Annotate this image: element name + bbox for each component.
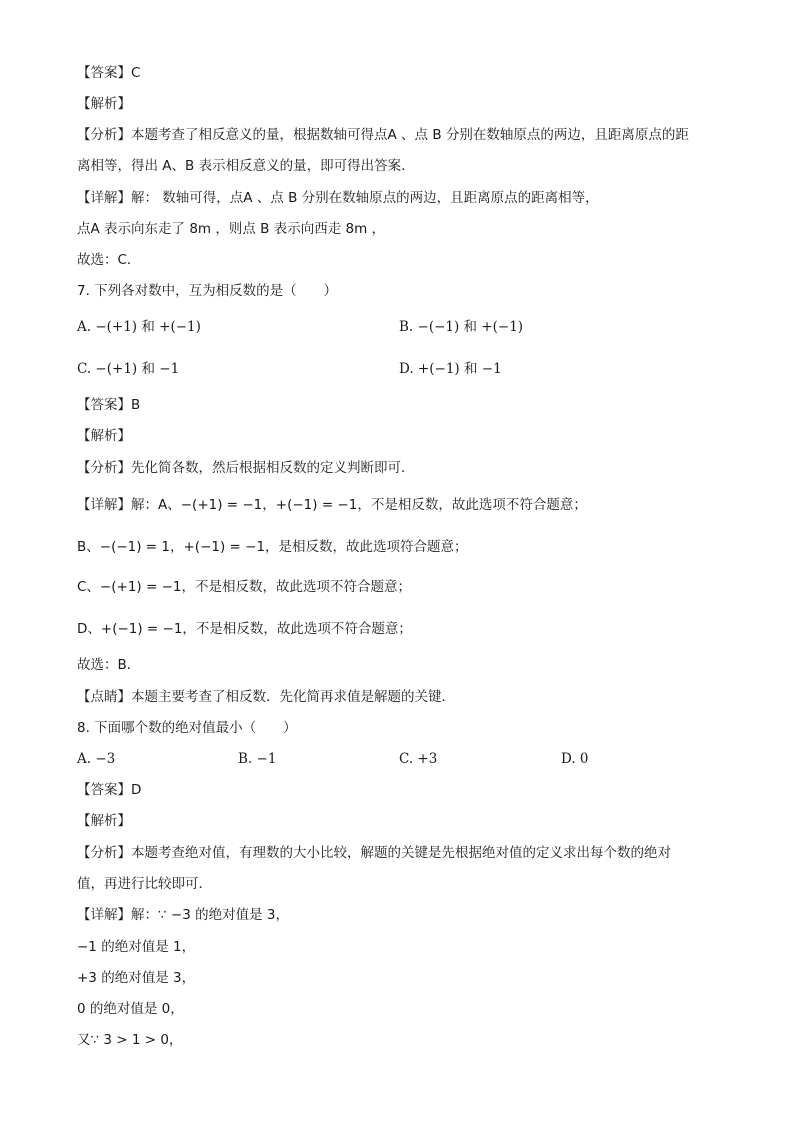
q7-conclusion: 故选：B． [77,657,141,673]
q7-comment: 【点睛】本题主要考查了相反数．先化简再求值是解题的关键． [77,689,455,705]
q8-stem: 8. 下面哪个数的绝对值最小（ ） [77,720,297,736]
q8-detail-line-5: 又∵ 3 > 1 > 0， [77,1032,183,1048]
q6-answer: 【答案】C [77,65,141,81]
q6-detail-line-2: 点A 表示向东走了 8m ，则点 B 表示向西走 8m ， [77,221,386,237]
q7-option-b: B. −(−1) 和 +(−1) [399,319,524,335]
q7-stem: 7. 下列各对数中，互为相反数的是（ ） [77,283,338,299]
q7-option-d: D. +(−1) 和 −1 [399,361,502,377]
q7-option-c: C. −(+1) 和 −1 [77,361,180,377]
q8-analysis-heading: 【解析】 [77,813,131,829]
q6-analysis-line-1: 【分析】本题考查了相反意义的量，根据数轴可得点A 、点 B 分别在数轴原点的两边，且距离原点的距 [77,127,689,143]
q8-option-a: A. −3 [77,751,116,767]
q7-analysis-heading: 【解析】 [77,428,131,444]
q7-detail-c: C、−(+1) = −1，不是相反数，故此选项不符合题意； [77,579,411,595]
q7-detail-b: B、−(−1) = 1，+(−1) = −1，是相反数，故此选项符合题意； [77,539,468,555]
q8-detail-line-4: 0 的绝对值是 0， [77,1001,184,1017]
q7-option-a: A. −(+1) 和 +(−1) [77,319,201,335]
q8-detail-line-2: −1 的绝对值是 1， [77,939,196,955]
q6-analysis-line-2: 离相等，得出 A、B 表示相反意义的量，即可得出答案． [77,158,415,174]
q7-detail-a: 【详解】解：A、−(+1) = −1，+(−1) = −1，不是相反数，故此选项不符合题意； [77,497,587,513]
q7-answer: 【答案】B [77,397,141,413]
q8-detail-line-3: +3 的绝对值是 3， [77,970,196,986]
q8-option-b: B. −1 [238,751,277,767]
q6-analysis-heading: 【解析】 [77,96,131,112]
q7-detail-d: D、+(−1) = −1，不是相反数，故此选项不符合题意； [77,621,412,637]
q8-detail-line-1: 【详解】解：∵ −3 的绝对值是 3， [77,907,289,923]
q6-detail-line-1: 【详解】解： 数轴可得，点A 、点 B 分别在数轴原点的两边，且距离原点的距离相等， [77,190,599,206]
q8-answer: 【答案】D [77,782,142,798]
q8-analysis-line-1: 【分析】本题考查绝对值，有理数的大小比较，解题的关键是先根据绝对值的定义求出每个数的绝对 [77,845,671,861]
q7-analysis: 【分析】先化简各数，然后根据相反数的定义判断即可． [77,460,415,476]
q8-analysis-line-2: 值，再进行比较即可． [77,876,212,892]
q6-conclusion: 故选：C． [77,252,141,268]
q8-option-c: C. +3 [399,751,438,767]
q8-option-d: D. 0 [561,751,589,767]
